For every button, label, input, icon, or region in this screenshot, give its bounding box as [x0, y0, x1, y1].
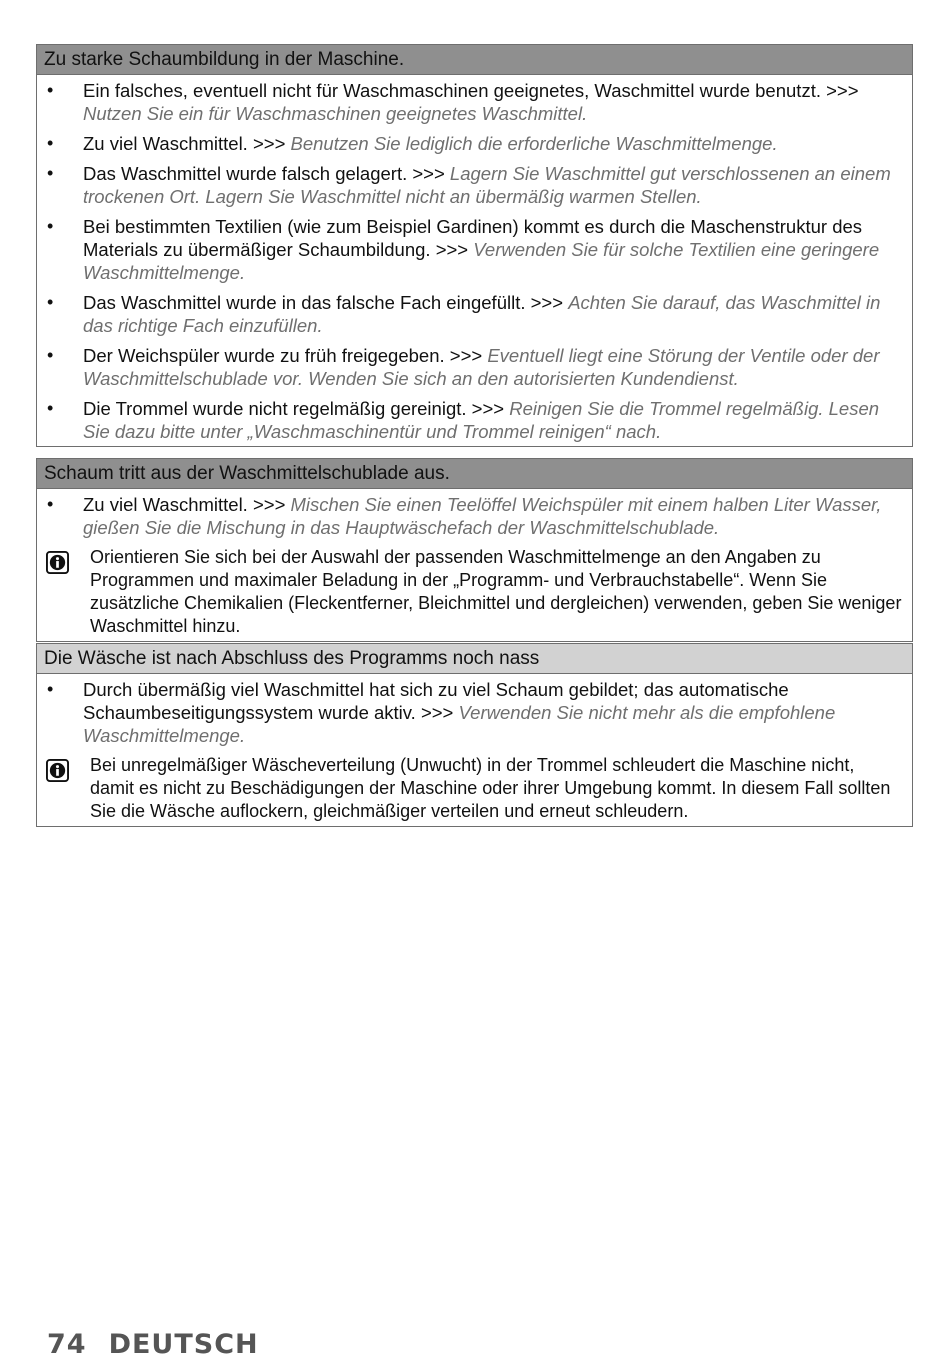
note-text: Bei unregelmäßiger Wäscheverteilung (Unwucht) in der Trommel schleudert die Maschine nicht, damit es nicht zu Beschädigungen der Maschine oder ihrer Umgebung kommt. In diesem Fall sollten Sie die Wäsche auflockern, gleichmäßiger verteilen und erneut schleudern. [90, 755, 891, 821]
solution-text: Nutzen Sie ein für Waschmaschinen geeignetes Waschmittel. [83, 103, 588, 124]
info-icon [46, 551, 69, 574]
cause-text: Zu viel Waschmittel. >>> [83, 133, 291, 154]
troubleshooting-section-drawer-foam [36, 458, 913, 642]
list-item [37, 397, 912, 443]
list-item [37, 132, 912, 155]
solution-text: Achten Sie darauf, das Waschmittel in das richtige Fach einzufüllen. [83, 292, 881, 336]
solution-text: Verwenden Sie für solche Textilien eine geringere Waschmittelmenge. [83, 239, 880, 283]
solution-text: Benutzen Sie lediglich die erforderliche Waschmittelmenge. [290, 133, 778, 154]
note-text: Orientieren Sie sich bei der Auswahl der passenden Waschmittelmenge an den Angaben zu Programmen und maximaler Beladung in der „Programm- und Verbrauchstabelle“. Wenn Sie zusätzliche Chemikalien (Fleckentferner, Bleichmittel und dergleichen) verwenden, geben Sie weniger Waschmittel hinzu. [90, 547, 902, 636]
cause-text: Ein falsches, eventuell nicht für Waschmaschinen geeignetes, Waschmittel wurde benutzt. >>> [83, 80, 859, 101]
info-note [37, 546, 912, 638]
solution-text: Eventuell liegt eine Störung der Ventile oder der Waschmittelschublade vor. Wenden Sie sich an den autorisierten Kundendienst. [83, 345, 880, 389]
section-title: Schaum tritt aus der Waschmittelschublade aus. [37, 459, 912, 489]
list-item [37, 291, 912, 337]
solution-text: Mischen Sie einen Teelöffel Weichspüler mit einem halben Liter Wasser, gießen Sie die Mischung in das Hauptwäschefach der Waschmittelschublade. [83, 494, 882, 538]
section-title: Die Wäsche ist nach Abschluss des Programms noch nass [37, 644, 912, 674]
cause-text: Die Trommel wurde nicht regelmäßig gereinigt. >>> [83, 398, 510, 419]
list-item [37, 344, 912, 390]
cause-text: Der Weichspüler wurde zu früh freigegeben. >>> [83, 345, 488, 366]
page-number: 74 [47, 1330, 87, 1357]
info-icon [46, 759, 69, 782]
solution-text: Verwenden Sie nicht mehr als die empfohlene Waschmittelmenge. [83, 702, 836, 746]
cause-text: Bei bestimmten Textilien (wie zum Beispiel Gardinen) kommt es durch die Maschenstruktur des Materials zu übermäßiger Schaumbildung. >>> [83, 216, 863, 260]
list-item [37, 493, 912, 539]
cause-text: Das Waschmittel wurde falsch gelagert. >>> [83, 163, 450, 184]
troubleshooting-section-wet-laundry [36, 643, 913, 827]
cause-text: Zu viel Waschmittel. >>> [83, 494, 291, 515]
cause-text: Durch übermäßig viel Waschmittel hat sich zu viel Schaum gebildet; das automatische Schaumbeseitigungssystem wurde aktiv. >>> [83, 679, 789, 723]
solution-text: Reinigen Sie die Trommel regelmäßig. Lesen Sie dazu bitte unter „Waschmaschinentür und Trommel reinigen“ nach. [83, 398, 880, 442]
page-footer [47, 1330, 259, 1357]
troubleshooting-section-foam [36, 44, 913, 447]
list-item [37, 79, 912, 125]
list-item [37, 162, 912, 208]
section-title: Zu starke Schaumbildung in der Maschine. [37, 45, 912, 75]
cause-text: Das Waschmittel wurde in das falsche Fach eingefüllt. >>> [83, 292, 569, 313]
list-item [37, 215, 912, 284]
solution-text: Lagern Sie Waschmittel gut verschlossenen an einem trockenen Ort. Lagern Sie Waschmittel nicht an übermäßig warmen Stellen. [83, 163, 891, 207]
info-note [37, 754, 912, 823]
list-item [37, 678, 912, 747]
footer-language: DEUTSCH [108, 1330, 259, 1357]
